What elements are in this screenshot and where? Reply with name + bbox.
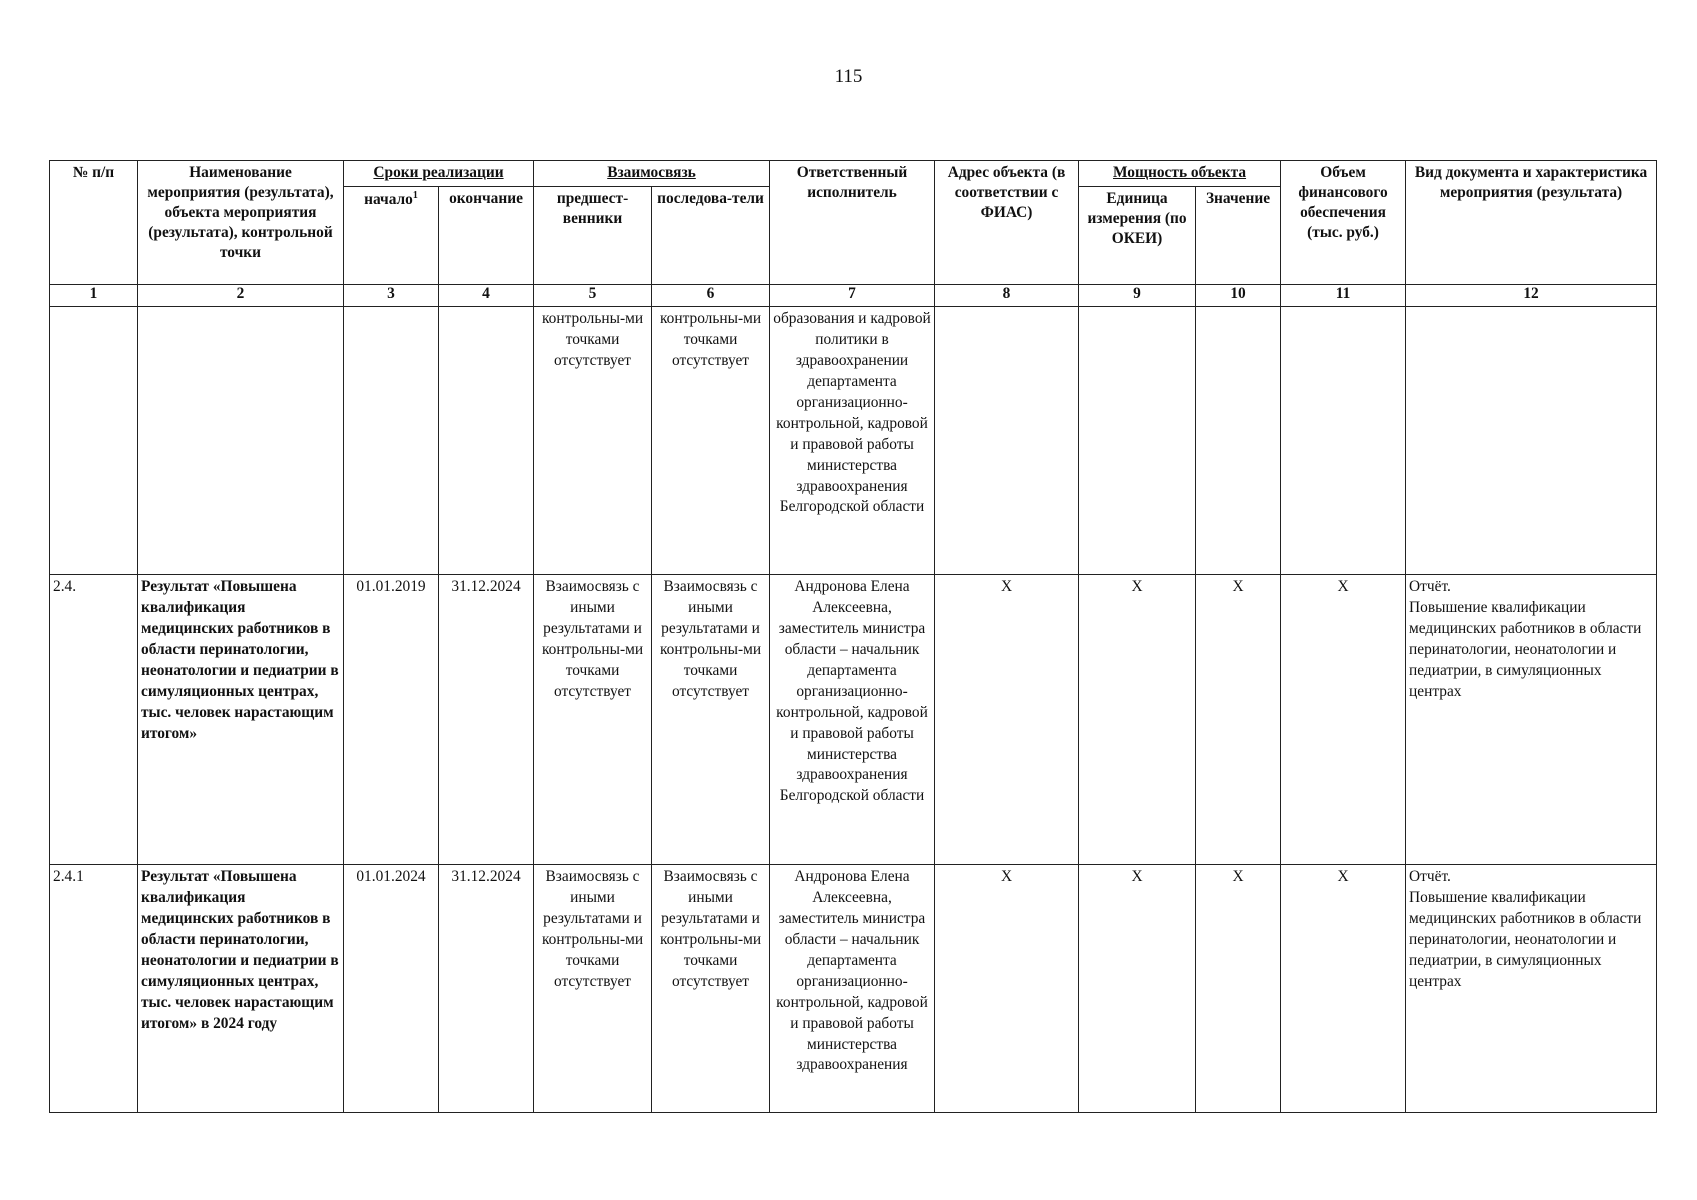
table-row	[50, 575, 1657, 865]
row-doc-text: Повышение квалификации медицинских работников в области перинатологии, неонатологии и педиатрии, в симуляционных центрах	[1409, 598, 1642, 700]
column-number: 7	[770, 285, 935, 307]
row-number: 2.4.1	[50, 865, 138, 1113]
row-doc	[1406, 575, 1657, 865]
row-responsible: Андронова Елена Алексеевна, заместитель министра области – начальник департамента организационно-контрольной, кадровой и правовой работы министерства здравоохранения	[770, 865, 935, 1113]
column-number: 3	[344, 285, 439, 307]
column-number: 10	[1196, 285, 1281, 307]
row-start: 01.01.2019	[344, 575, 439, 865]
row-predecessors: контрольны-ми точками отсутствует	[534, 307, 652, 575]
header-capacity-label: Мощность объекта	[1112, 164, 1247, 181]
column-number: 9	[1079, 285, 1196, 307]
row-value: Х	[1196, 865, 1281, 1113]
header-doc: Вид документа и характеристика мероприятия (результата)	[1406, 161, 1657, 285]
row-unit: Х	[1079, 575, 1196, 865]
row-successors: Взаимосвязь с иными результатами и контрольны-ми точками отсутствует	[652, 575, 770, 865]
row-predecessors: Взаимосвязь с иными результатами и контрольны-ми точками отсутствует	[534, 575, 652, 865]
row-address: Х	[935, 575, 1079, 865]
row-doc	[1406, 865, 1657, 1113]
row-responsible: Андронова Елена Алексеевна, заместитель министра области – начальник департамента организационно-контрольной, кадровой и правовой работы министерства здравоохранения Белгородской области	[770, 575, 935, 865]
column-number: 6	[652, 285, 770, 307]
row-finance	[1281, 307, 1406, 575]
row-successors: контрольны-ми точками отсутствует	[652, 307, 770, 575]
row-successors: Взаимосвязь с иными результатами и контрольны-ми точками отсутствует	[652, 865, 770, 1113]
row-unit: Х	[1079, 865, 1196, 1113]
row-finance: Х	[1281, 865, 1406, 1113]
header-unit: Единица измерения (по ОКЕИ)	[1079, 187, 1196, 285]
row-end	[439, 307, 534, 575]
header-row-1	[50, 161, 1657, 187]
row-predecessors: Взаимосвязь с иными результатами и контрольны-ми точками отсутствует	[534, 865, 652, 1113]
header-terms	[344, 161, 534, 187]
row-doc-text: Повышение квалификации медицинских работников в области перинатологии, неонатологии и педиатрии, в симуляционных центрах	[1409, 888, 1642, 990]
row-doc-title: Отчёт.	[1409, 868, 1451, 885]
row-value	[1196, 307, 1281, 575]
row-start	[344, 307, 439, 575]
header-number: № п/п	[50, 161, 138, 285]
header-responsible: Ответственный исполнитель	[770, 161, 935, 285]
header-start-footnote: 1	[412, 190, 418, 201]
row-doc	[1406, 307, 1657, 575]
column-number: 5	[534, 285, 652, 307]
row-number: 2.4.	[50, 575, 138, 865]
header-address: Адрес объекта (в соответствии с ФИАС)	[935, 161, 1079, 285]
header-start-label: начало	[364, 191, 413, 209]
row-name	[138, 307, 344, 575]
row-unit	[1079, 307, 1196, 575]
column-number: 2	[138, 285, 344, 307]
column-number: 1	[50, 285, 138, 307]
header-name: Наименование мероприятия (результата), объекта мероприятия (результата), контрольной точки	[138, 161, 344, 285]
page-number: 115	[834, 66, 863, 87]
row-start: 01.01.2024	[344, 865, 439, 1113]
row-responsible: образования и кадровой политики в здравоохранении департамента организационно-контрольной, кадровой и правовой работы министерства здравоохранения Белгородской области	[770, 307, 935, 575]
row-number	[50, 307, 138, 575]
row-value: Х	[1196, 575, 1281, 865]
row-address	[935, 307, 1079, 575]
header-value: Значение	[1196, 187, 1281, 285]
row-name: Результат «Повышена квалификация медицинских работников в области перинатологии, неонатологии и педиатрии в симуляционных центрах, тыс. человек нарастающим итогом» в 2024 году	[138, 865, 344, 1113]
row-address: Х	[935, 865, 1079, 1113]
header-predecessors: предшест-венники	[534, 187, 652, 285]
activities-table	[49, 160, 1657, 1113]
column-number: 8	[935, 285, 1079, 307]
header-start	[344, 187, 439, 285]
column-number: 12	[1406, 285, 1657, 307]
row-end: 31.12.2024	[439, 575, 534, 865]
header-finance: Объем финансового обеспечения (тыс. руб.)	[1281, 161, 1406, 285]
header-capacity	[1079, 161, 1281, 187]
header-relation	[534, 161, 770, 187]
row-end: 31.12.2024	[439, 865, 534, 1113]
table-row	[50, 307, 1657, 575]
header-successors: последова-тели	[652, 187, 770, 285]
header-terms-label: Сроки реализации	[373, 164, 504, 181]
column-number: 4	[439, 285, 534, 307]
column-number: 11	[1281, 285, 1406, 307]
header-relation-label: Взаимосвязь	[607, 164, 696, 181]
row-finance: Х	[1281, 575, 1406, 865]
row-name: Результат «Повышена квалификация медицинских работников в области перинатологии, неонатологии и педиатрии в симуляционных центрах, тыс. человек нарастающим итогом»	[138, 575, 344, 865]
row-doc-title: Отчёт.	[1409, 578, 1451, 595]
table-row	[50, 865, 1657, 1113]
header-end: окончание	[439, 187, 534, 285]
column-numbers-row	[50, 285, 1657, 307]
